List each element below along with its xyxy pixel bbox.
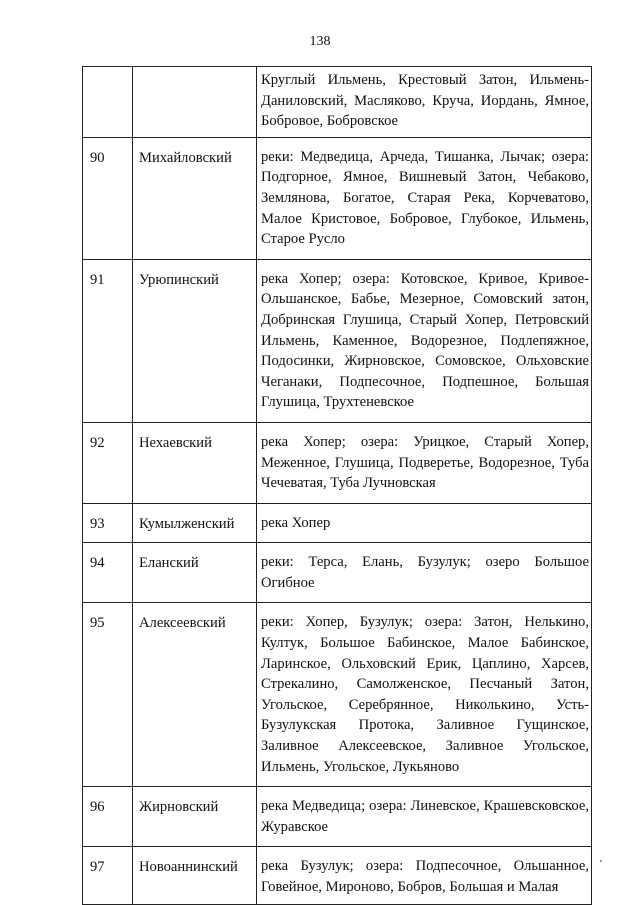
row-number: 95 — [90, 615, 105, 632]
row-number-cell — [83, 137, 133, 259]
page-number: 138 — [309, 34, 331, 49]
table-row — [83, 543, 592, 603]
table-row — [83, 137, 592, 259]
district-name — [133, 67, 256, 76]
row-number: 96 — [90, 799, 105, 816]
row-number: 90 — [90, 149, 105, 166]
table-row — [83, 847, 592, 904]
water-objects-cell — [257, 787, 592, 847]
row-number: 92 — [90, 434, 105, 451]
district-name: Новоаннинский — [139, 859, 238, 876]
district-name: Еланский — [139, 555, 199, 572]
water-objects-cell — [257, 603, 592, 787]
district-name: Урюпинский — [139, 271, 219, 288]
district-cell — [133, 259, 257, 422]
row-number: 91 — [90, 271, 105, 288]
water-objects-text: река Хопер — [261, 514, 331, 531]
district-cell — [133, 422, 257, 503]
water-objects-text: река Хопер; озера: Урицкое, Старый Хопер, Меженное, Глушица, Подверетье, Водорезное, Туба Чечеватая, Туба Лучновская — [261, 433, 589, 492]
water-objects-cell — [257, 543, 592, 603]
water-objects-text: реки: Медведица, Арчеда, Тишанка, Лычак; озера: Подгорное, Ямное, Вишневый Затон, Чебаково, Землянова, Богатое, Старая Река, Корчеватово, Малое Кристовое, Бобровое, Глубокое, Ильмень, Старое Русло — [261, 148, 589, 248]
district-cell — [133, 503, 257, 543]
water-objects-text: река Медведица; озера: Линевское, Крашевсковское, Журавское — [261, 798, 589, 835]
district-cell — [133, 67, 257, 138]
table-row — [83, 787, 592, 847]
district-name: Жирновский — [139, 799, 219, 816]
row-number: 97 — [90, 859, 105, 876]
district-cell — [133, 137, 257, 259]
district-cell — [133, 787, 257, 847]
table-row — [83, 503, 592, 543]
water-objects-text: реки: Терса, Елань, Бузулук; озеро Большое Огибное — [261, 554, 589, 591]
district-name: Кумылженский — [139, 515, 235, 532]
water-objects-cell — [257, 422, 592, 503]
district-cell — [133, 603, 257, 787]
water-objects-cell — [257, 847, 592, 904]
water-objects-cell — [257, 67, 592, 138]
water-objects-cell — [257, 259, 592, 422]
water-objects-cell — [257, 137, 592, 259]
table-row — [83, 259, 592, 422]
district-cell — [133, 543, 257, 603]
row-number-cell — [83, 847, 133, 904]
water-objects-text: Круглый Ильмень, Крестовый Затон, Ильмень-Даниловский, Масляково, Круча, Иордань, Ямное, Бобровое, Бобровское — [261, 72, 589, 130]
water-objects-text: река Бузулук; озера: Подпесочное, Ольшанное, Говейное, Мироново, Бобров, Большая и Малая — [261, 858, 589, 895]
row-number: 93 — [90, 515, 105, 532]
table-row — [83, 422, 592, 503]
row-number-cell — [83, 422, 133, 503]
district-name: Михайловский — [139, 149, 232, 166]
district-name: Нехаевский — [139, 434, 212, 451]
row-number-cell — [83, 787, 133, 847]
row-number-cell — [83, 603, 133, 787]
table-row — [83, 67, 592, 138]
district-name: Алексеевский — [139, 615, 226, 632]
water-objects-text: река Хопер; озера: Котовское, Кривое, Кривое-Ольшанское, Бабье, Мезерное, Сомовский затон, Добринская Глушица, Старый Хопер, Петровский Ильмень, Каменное, Водорезное, Подлепяжное, Подосинки, Жирновское, Сомовское, Ольховские Чеганаки, Подпесочное, Подпешное, Большая Глушица, Трухтеневское — [261, 270, 589, 411]
row-number-cell — [83, 67, 133, 138]
district-cell — [133, 847, 257, 904]
water-objects-cell — [257, 503, 592, 543]
row-number-cell — [83, 503, 133, 543]
water-objects-text: реки: Хопер, Бузулук; озера: Затон, Нелькино, Култук, Большое Бабинское, Малое Бабинское, Ларинское, Ольховский Ерик, Цаплино, Харсев, Стрекалино, Самолженское, Песчаный Затон, Угольское, Серебрянное, Николькино, Усть-Бузулукская Протока, Заливное Гущинское, Заливное Алексеевское, Заливное Угольское, Ильмень, Угольское, Лукьяново — [261, 614, 589, 775]
row-number: 94 — [90, 555, 105, 572]
water-bodies-table — [82, 66, 592, 905]
row-number — [83, 67, 132, 76]
row-number-cell — [83, 543, 133, 603]
row-number-cell — [83, 259, 133, 422]
table-row — [83, 603, 592, 787]
scan-speck — [600, 860, 602, 862]
